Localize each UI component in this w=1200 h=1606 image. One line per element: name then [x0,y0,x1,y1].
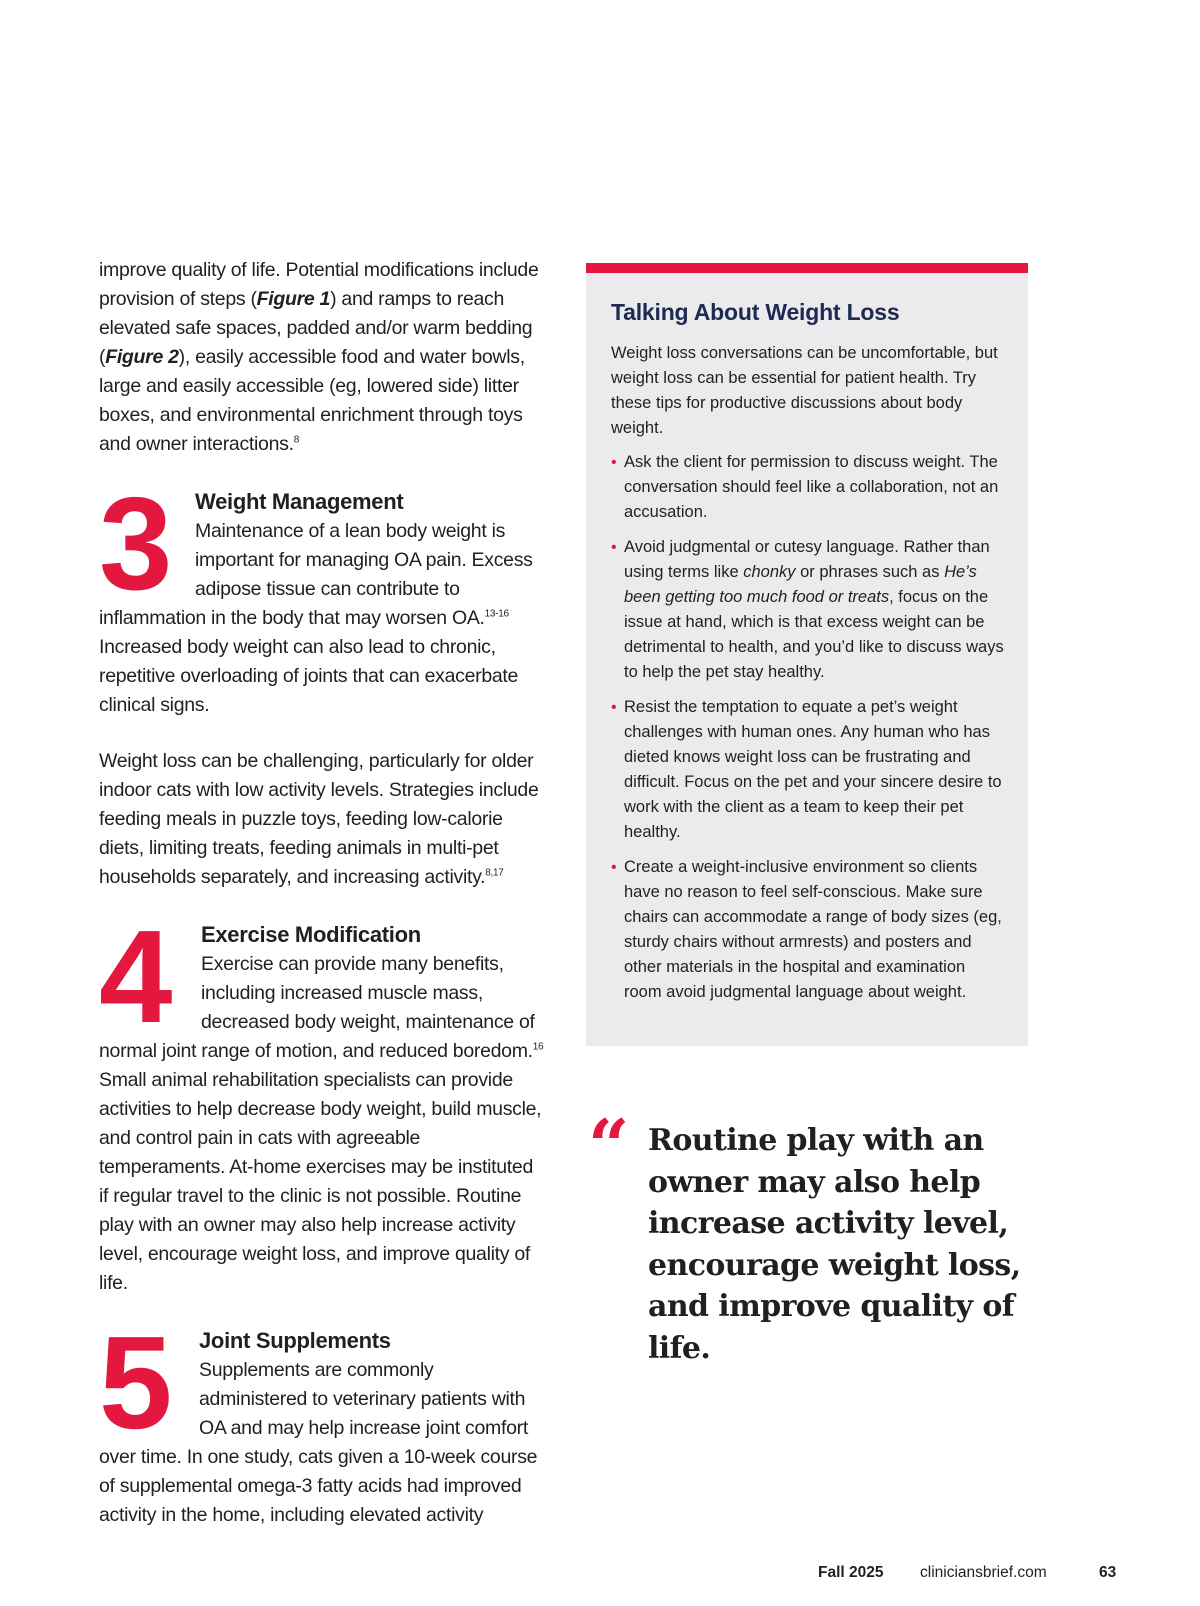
weight-loss-sidebar [586,263,1028,1046]
bullet-icon: • [611,699,617,716]
pull-quote-text: Routine play with an owner may also help increase activity level, encourage weight loss, and improve quality of life. [648,1123,1021,1366]
figure-2-reference[interactable]: Figure 2 [105,346,179,368]
citation: 16 [532,1041,544,1053]
citation: 8 [293,434,299,446]
section-exercise-modification [99,903,544,1298]
list-item: • Ask the client for permission to discuss weight. The conversation should feel like a collaboration, not an accusation. [611,450,1006,525]
issue-label: Fall 2025 [818,1564,884,1581]
section-body: Supplements are commonly administered to veterinary patients with OA and may help increase joint comfort over time. In one study, cats given a 10-week course of supplemental omega-3 fatty acids had improved activity in the home, including elevated activity [99,1359,538,1526]
section-body: Weight loss can be challenging, particularly for older indoor cats with low activity levels. Strategies include feeding meals in puzzle toys, feeding low-calorie diets, limiting treats, feeding animals in multi-pet households separately, and increasing activity.$^{8,17}$ [99,750,539,888]
intro-paragraph: improve quality of life. Potential modifications include provision of steps (Figure 1) and ramps to reach elevated safe spaces, padded and/or warm bedding (Figure 2), easily accessible food and water bowls, large and easily accessible (eg, lowered side) litter boxes, and environmental enrichment through toys and owner interactions.$^8$ [99,259,539,455]
list-item: • Resist the temptation to equate a pet’s weight challenges with human ones. Any human who has dieted knows weight loss can be frustrating and difficult. Focus on the pet and your sincere desire to work with the client as a team to keep their pet healthy. [611,695,1006,845]
quote-mark-icon: “ [588,1103,630,1188]
site-link[interactable]: cliniciansbrief.com [920,1564,1047,1581]
page-number: 63 [1099,1564,1117,1581]
section-title: Weight Management [195,489,404,514]
list-item: • Avoid judgmental or cutesy language. Rather than using terms like chonky or phrases such as He’s been getting too much food or treats, focus on the issue at hand, which is that excess weight can be detrimental to health, and you’d like to discuss ways to help the pet stay healthy. [611,535,1006,685]
section-number: 4 [99,903,167,1050]
sidebar-intro: Weight loss conversations can be uncomfortable, but weight loss can be essential for patient health. Try these tips for productive discussions about body weight. [611,344,998,437]
list-item: • Create a weight-inclusive environment so clients have no reason to feel self-conscious. Make sure chairs can accommodate a range of body sizes (eg, sturdy chairs without armrests) and posters and other materials in the hospital and examination room avoid judgmental language about weight. [611,855,1006,1005]
bullet-icon: • [611,454,617,471]
section-weight-management [99,470,544,892]
section-title: Exercise Modification [201,922,421,947]
section-body: Exercise can provide many benefits, including increased muscle mass, decreased body weight, maintenance of normal joint range of motion, and reduced boredom.$^{16}$ Small animal rehabilitation specialists can provide activities to help decrease body weight, build muscle, and control pain in cats with agreeable temperaments. At-home exercises may be instituted if regular travel to the clinic is not possible. Routine play with an owner may also help increase activity level, encourage weight loss, and improve quality of life. [99,953,544,1294]
section-number: 5 [99,1309,167,1456]
tips-list [611,450,1006,1005]
section-title: Joint Supplements [199,1328,391,1353]
section-body: Maintenance of a lean body weight is important for managing OA pain. Excess adipose tissue can contribute to inflammation in the body that may worsen OA.$^{13-16}$ Increased body weight can also lead to chronic, repetitive overloading of joints that can exacerbate clinical signs. [99,520,533,716]
citation: 8,17 [485,867,504,879]
figure-1-reference[interactable]: Figure 1 [256,288,331,310]
section-number: 3 [99,470,167,617]
section-joint-supplements [99,1309,544,1530]
main-column [99,256,544,1530]
bullet-icon: • [611,859,617,876]
sidebar-title: Talking About Weight Loss [611,299,900,325]
bullet-icon: • [611,539,617,556]
citation: 13-16 [484,608,509,620]
